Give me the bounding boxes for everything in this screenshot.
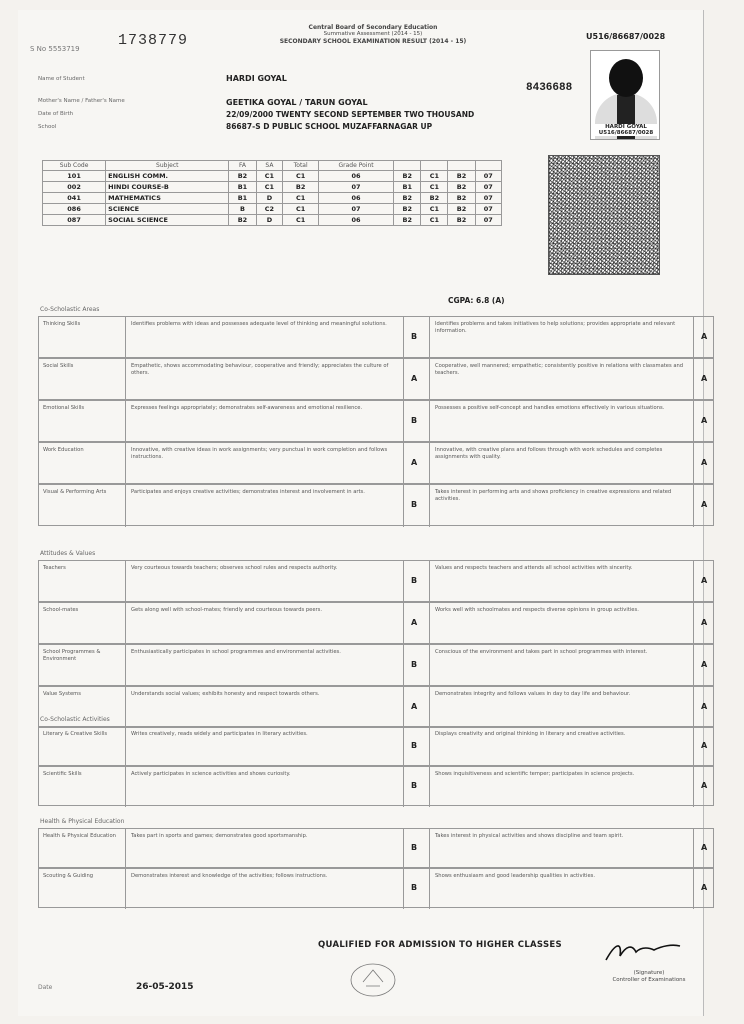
grade-cell: 07: [475, 171, 501, 182]
subject-code: 041: [43, 193, 106, 204]
grade-left: B: [411, 781, 418, 790]
subject-code: 101: [43, 171, 106, 182]
column-divider: [125, 443, 126, 485]
column-divider: [403, 687, 404, 729]
assessment-row: [38, 828, 714, 868]
name-label: Name of Student: [38, 76, 85, 82]
grade-cell: C1: [421, 215, 448, 226]
column-divider: [125, 687, 126, 729]
grade-right: A: [701, 416, 708, 425]
grade-left: B: [411, 416, 418, 425]
column-divider: [403, 767, 404, 807]
column-divider: [125, 561, 126, 603]
grade-cell: B2: [283, 182, 319, 193]
serial-number: 1738779: [118, 32, 189, 49]
subject-name: SOCIAL SCIENCE: [106, 215, 229, 226]
date-label: Date: [38, 984, 53, 991]
assessment-area: Scientific Skills: [43, 771, 82, 777]
grade-cell: B2: [448, 215, 475, 226]
column-divider: [125, 485, 126, 527]
assessment-row: [38, 686, 714, 728]
section-title: Co-Scholastic Areas: [40, 306, 100, 313]
assessment-area: School Programmes & Environment: [43, 649, 101, 662]
grade-cell: C1: [421, 182, 448, 193]
dob-label: Date of Birth: [38, 111, 74, 117]
descriptor-right: Identifies problems and takes initiatives to help solutions; provides appropriate and relevant information.: [435, 321, 676, 334]
grade-right: A: [701, 576, 708, 585]
col-gp2: [475, 161, 501, 171]
assessment-row: [38, 560, 714, 602]
grade-left: A: [411, 458, 418, 467]
grade-cell: 07: [475, 204, 501, 215]
descriptor-right: Takes interest in physical activities and shows discipline and team spirit.: [435, 833, 624, 839]
grade-cell: B2: [448, 193, 475, 204]
grade-right: A: [701, 843, 708, 852]
section-title: Health & Physical Education: [40, 818, 125, 825]
col-sub-code: Sub Code: [43, 161, 106, 171]
grade-left: A: [411, 702, 418, 711]
descriptor-right: Demonstrates integrity and follows values in day to day life and behaviour.: [435, 691, 631, 697]
grade-right: A: [701, 741, 708, 750]
sr-number: S No 5553719: [30, 45, 80, 53]
column-divider: [125, 317, 126, 359]
subject-name: MATHEMATICS: [106, 193, 229, 204]
grade-cell: B1: [229, 182, 256, 193]
photo-caption: [593, 124, 659, 136]
grade-cell: B2: [448, 182, 475, 193]
column-divider: [403, 485, 404, 527]
column-divider: [693, 561, 694, 603]
subjects-header-row: [43, 161, 502, 171]
grade-cell: 06: [318, 193, 393, 204]
descriptor-right: Innovative, with creative plans and follows through with work schedules and completes assignments with quality.: [435, 447, 663, 460]
column-divider: [403, 869, 404, 909]
assessment-area: Thinking Skills: [43, 321, 81, 327]
descriptor-right: Conscious of the environment and takes part in school programmes with interest.: [435, 649, 648, 655]
date-of-birth: 22/09/2000 TWENTY SECOND SEPTEMBER TWO THOUSAND: [226, 110, 475, 119]
col-sa: SA: [256, 161, 283, 171]
grade-right: A: [701, 883, 708, 892]
grade-left: B: [411, 741, 418, 750]
assessment-area: Emotional Skills: [43, 405, 85, 411]
column-divider: [429, 869, 430, 909]
descriptor-left: Empathetic, shows accommodating behaviour, cooperative and friendly; appreciates the culture of others.: [131, 363, 389, 376]
assessment-row: [38, 358, 714, 400]
descriptor-left: Understands social values; exhibits honesty and respect towards others.: [131, 691, 320, 697]
col-fa2: [394, 161, 421, 171]
grade-left: B: [411, 500, 418, 509]
assessment-area: Value Systems: [43, 691, 81, 697]
grade-cell: B2: [229, 171, 256, 182]
grade-cell: C1: [256, 182, 283, 193]
column-divider: [693, 317, 694, 359]
signatory-caption: [604, 970, 694, 984]
grade-left: B: [411, 843, 418, 852]
grade-cell: B2: [448, 204, 475, 215]
column-divider: [429, 687, 430, 729]
table-row: [43, 182, 502, 193]
column-divider: [125, 767, 126, 807]
marksheet-document: [18, 10, 708, 1016]
column-divider: [693, 687, 694, 729]
assessment-row: [38, 400, 714, 442]
descriptor-left: Takes part in sports and games; demonstrates good sportsmanship.: [131, 833, 308, 839]
column-divider: [693, 767, 694, 807]
school-label: School: [38, 124, 57, 130]
column-divider: [693, 443, 694, 485]
grade-cell: C1: [283, 204, 319, 215]
grade-right: A: [701, 458, 708, 467]
assessment-area: Social Skills: [43, 363, 74, 369]
grade-cell: D: [256, 193, 283, 204]
grade-cell: B2: [394, 215, 421, 226]
column-divider: [693, 829, 694, 869]
grade-cell: 06: [318, 215, 393, 226]
descriptor-left: Demonstrates interest and knowledge of the activities; follows instructions.: [131, 873, 328, 879]
security-qr-code: [548, 155, 660, 275]
descriptor-right: Values and respects teachers and attends all school activities with sincerity.: [435, 565, 633, 571]
column-divider: [403, 317, 404, 359]
grade-left: B: [411, 883, 418, 892]
subject-name: SCIENCE: [106, 204, 229, 215]
col-sa2: [421, 161, 448, 171]
descriptor-left: Innovative, with creative ideas in work assignments; very punctual in work completion and follows instructions.: [131, 447, 388, 460]
descriptor-right: Displays creativity and original thinking in literary and creative activities.: [435, 731, 626, 737]
column-divider: [429, 317, 430, 359]
column-divider: [693, 727, 694, 767]
col-total2: [448, 161, 475, 171]
grade-right: A: [701, 781, 708, 790]
col-gp: Grade Point: [318, 161, 393, 171]
assessment-area: Health & Physical Education: [43, 833, 116, 839]
descriptor-right: Works well with schoolmates and respects diverse opinions in group activities.: [435, 607, 639, 613]
roll-code: U516/86687/0028: [586, 32, 666, 41]
column-divider: [125, 727, 126, 767]
grade-cell: C1: [283, 193, 319, 204]
assessment-row: [38, 442, 714, 484]
grade-right: A: [701, 374, 708, 383]
column-divider: [693, 869, 694, 909]
column-divider: [429, 561, 430, 603]
descriptor-left: Enthusiastically participates in school programmes and environmental activities.: [131, 649, 341, 655]
student-name: HARDI GOYAL: [226, 74, 287, 83]
assessment-row: [38, 868, 714, 908]
grade-right: A: [701, 500, 708, 509]
grade-left: A: [411, 374, 418, 383]
column-divider: [429, 485, 430, 527]
assessment-row: [38, 644, 714, 686]
grade-cell: D: [256, 215, 283, 226]
grade-left: A: [411, 618, 418, 627]
subject-code: 087: [43, 215, 106, 226]
grade-cell: 07: [318, 204, 393, 215]
column-divider: [693, 359, 694, 401]
grade-right: A: [701, 702, 708, 711]
descriptor-left: Gets along well with school-mates; friendly and courteous towards peers.: [131, 607, 323, 613]
grade-cell: C1: [421, 204, 448, 215]
column-divider: [693, 485, 694, 527]
board-header: [248, 24, 498, 45]
official-stamp-icon: [328, 960, 418, 1000]
column-divider: [125, 401, 126, 443]
assessment-area: Teachers: [43, 565, 66, 571]
board-line-2: Summative Assessment (2014 - 15): [323, 31, 423, 37]
school-name: 86687-S D PUBLIC SCHOOL MUZAFFARNAGAR UP: [226, 122, 433, 131]
assessment-area: Literary & Creative Skills: [43, 731, 108, 737]
photo-caption-roll: U516/86687/0028: [598, 130, 654, 136]
column-divider: [693, 645, 694, 687]
assessment-row: [38, 484, 714, 526]
col-total: Total: [283, 161, 319, 171]
column-divider: [429, 443, 430, 485]
table-row: [43, 171, 502, 182]
subject-name: ENGLISH COMM.: [106, 171, 229, 182]
descriptor-left: Participates and enjoys creative activities; demonstrates interest and involvement in arts.: [131, 489, 365, 495]
assessment-area: Scouting & Guiding: [43, 873, 94, 879]
grade-right: A: [701, 332, 708, 341]
section-title: Attitudes & Values: [40, 550, 96, 557]
table-row: [43, 215, 502, 226]
grade-right: A: [701, 618, 708, 627]
subjects-table: [42, 160, 502, 226]
controller-signature-icon: [602, 936, 682, 966]
column-divider: [429, 645, 430, 687]
grade-left: B: [411, 576, 418, 585]
col-subject: Subject: [106, 161, 229, 171]
assessment-row: [38, 726, 714, 766]
grade-cell: B2: [394, 171, 421, 182]
column-divider: [403, 401, 404, 443]
grade-right: A: [701, 660, 708, 669]
descriptor-right: Possesses a positive self-concept and handles emotions effectively in various situations.: [435, 405, 665, 411]
grade-cell: 07: [475, 215, 501, 226]
subject-code: 086: [43, 204, 106, 215]
signatory-line-1: (Signature): [633, 970, 665, 976]
section-title: Co-Scholastic Activities: [40, 716, 110, 723]
descriptor-left: Actively participates in science activities and shows curiosity.: [131, 771, 291, 777]
board-line-1: Central Board of Secondary Education: [308, 24, 438, 31]
grade-cell: 07: [475, 193, 501, 204]
grade-left: B: [411, 660, 418, 669]
column-divider: [429, 359, 430, 401]
descriptor-left: Identifies problems with ideas and possesses adequate level of thinking and meaningful solutions.: [131, 321, 387, 327]
registration-number: 8436688: [526, 82, 573, 94]
grade-cell: B: [229, 204, 256, 215]
descriptor-right: Shows enthusiasm and good leadership qualities in activities.: [435, 873, 596, 879]
grade-cell: C1: [256, 171, 283, 182]
assessment-row: [38, 316, 714, 358]
grade-cell: 06: [318, 171, 393, 182]
issue-date: 26-05-2015: [136, 982, 194, 992]
column-divider: [125, 603, 126, 645]
column-divider: [403, 603, 404, 645]
student-photo: [590, 50, 660, 140]
grade-cell: B2: [229, 215, 256, 226]
column-divider: [125, 645, 126, 687]
column-divider: [403, 645, 404, 687]
descriptor-left: Very courteous towards teachers; observes school rules and respects authority.: [131, 565, 338, 571]
photo-caption-name: HARDI GOYAL: [605, 124, 647, 130]
column-divider: [125, 829, 126, 869]
grade-cell: B2: [448, 171, 475, 182]
column-divider: [429, 767, 430, 807]
table-row: [43, 193, 502, 204]
descriptor-right: Takes interest in performing arts and shows proficiency in creative expressions and related activities.: [435, 489, 672, 502]
column-divider: [125, 869, 126, 909]
board-line-3: SECONDARY SCHOOL EXAMINATION RESULT (2014 - 15): [279, 38, 467, 45]
descriptor-right: Shows inquisitiveness and scientific temper; participates in science projects.: [435, 771, 635, 777]
grade-cell: B2: [394, 204, 421, 215]
column-divider: [429, 401, 430, 443]
column-divider: [403, 359, 404, 401]
grade-cell: 07: [475, 182, 501, 193]
grade-cell: C1: [283, 171, 319, 182]
descriptor-left: Expresses feelings appropriately; demonstrates self-awareness and emotional resilience.: [131, 405, 363, 411]
column-divider: [403, 829, 404, 869]
parents-names: GEETIKA GOYAL / TARUN GOYAL: [226, 98, 368, 107]
descriptor-left: Writes creatively, reads widely and participates in literary activities.: [131, 731, 308, 737]
table-row: [43, 204, 502, 215]
subject-code: 002: [43, 182, 106, 193]
assessment-area: School-mates: [43, 607, 79, 613]
assessment-area: Visual & Performing Arts: [43, 489, 107, 495]
signatory-line-2: Controller of Examinations: [612, 977, 686, 983]
descriptor-right: Cooperative, well mannered; empathetic; consistently positive in relations with classmates and teachers.: [435, 363, 684, 376]
grade-cell: B2: [394, 193, 421, 204]
column-divider: [403, 727, 404, 767]
grade-cell: B1: [229, 193, 256, 204]
grade-cell: 07: [318, 182, 393, 193]
result-cgpa: CGPA: 6.8 (A): [448, 296, 505, 305]
column-divider: [693, 401, 694, 443]
grade-cell: C1: [421, 171, 448, 182]
parents-label: Mother's Name / Father's Name: [38, 98, 125, 104]
grade-cell: B2: [421, 193, 448, 204]
column-divider: [429, 829, 430, 869]
column-divider: [429, 603, 430, 645]
grade-cell: C1: [283, 215, 319, 226]
subject-name: HINDI COURSE-B: [106, 182, 229, 193]
column-divider: [403, 443, 404, 485]
assessment-row: [38, 766, 714, 806]
column-divider: [693, 603, 694, 645]
column-divider: [125, 359, 126, 401]
column-divider: [403, 561, 404, 603]
assessment-row: [38, 602, 714, 644]
qualification-statement: QUALIFIED FOR ADMISSION TO HIGHER CLASSES: [318, 940, 562, 950]
grade-cell: B1: [394, 182, 421, 193]
column-divider: [429, 727, 430, 767]
col-fa: FA: [229, 161, 256, 171]
assessment-area: Work Education: [43, 447, 84, 453]
photo-head: [609, 59, 643, 97]
grade-left: B: [411, 332, 418, 341]
grade-cell: C2: [256, 204, 283, 215]
